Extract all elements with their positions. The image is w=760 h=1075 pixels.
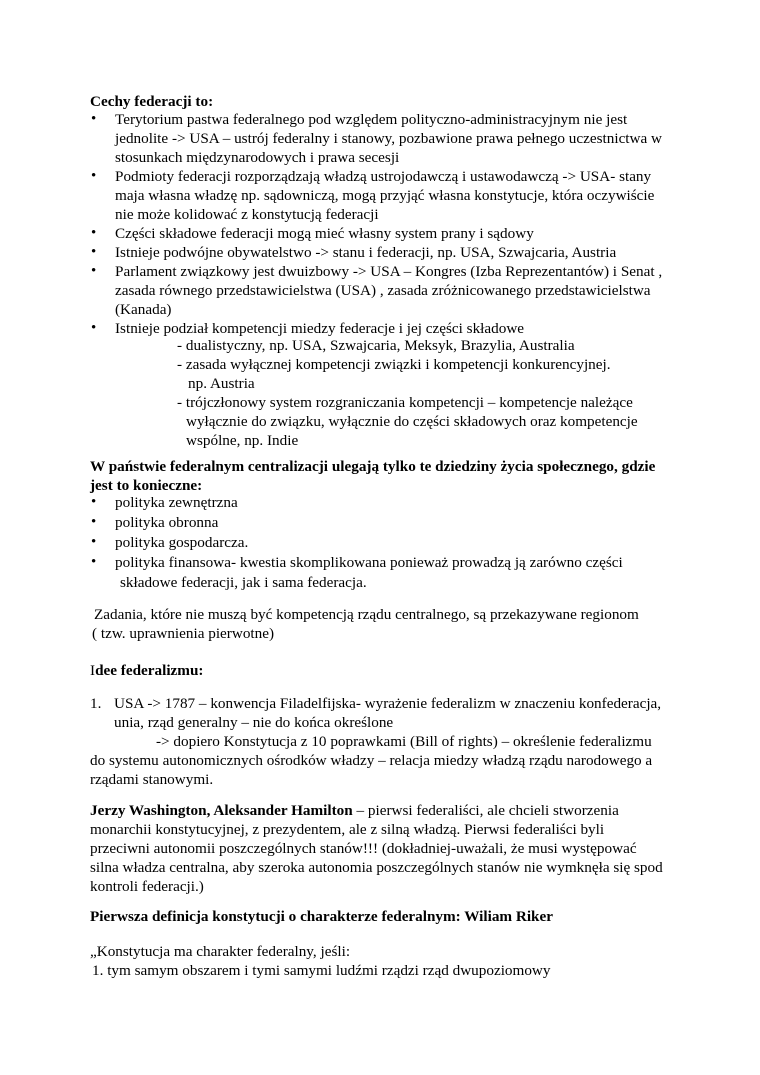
list-item [90, 167, 670, 224]
section-heading-idee [90, 661, 203, 680]
line: polityka gospodarcza. [115, 534, 249, 551]
line [90, 801, 670, 820]
line: Części składowe federacji mogą mieć własny system prany i sądowy [115, 225, 534, 242]
line: Podmioty federacji rozporządzają władzą ustrojodawczą i ustawodawczą -> USA- stany [115, 168, 652, 185]
list-item [90, 553, 670, 593]
sub-item: - trójczłonowy system rozgraniczania kompetencji – kompetencje należące [177, 394, 633, 411]
section-heading-cechy: Cechy federacji to: [90, 93, 214, 110]
line: Istnieje podwójne obywatelstwo -> stanu i federacji, np. USA, Szwajcaria, Austria [115, 244, 617, 261]
list-item [90, 224, 670, 243]
line: do systemu autonomicznych ośrodków władzy – relacja miedzy władzą rządu narodowego a [90, 752, 653, 769]
bullet-icon: • [91, 263, 97, 279]
line: -> dopiero Konstytucja z 10 poprawkami (Bill of rights) – określenie federalizmu [156, 733, 652, 750]
competence-sublist [177, 336, 677, 450]
sub-item-cont: wspólne, np. Indie [186, 432, 299, 449]
riker-quote [90, 942, 670, 980]
line: Zadania, które nie muszą być kompetencją rządu centralnego, są przekazywane regionom [94, 606, 639, 623]
line: rządami stanowymi. [90, 771, 214, 788]
section-heading-riker: Pierwsza definicja konstytucji o charakterze federalnym: Wiliam Riker [90, 908, 553, 925]
line: USA -> 1787 – konwencja Filadelfijska- wyrażenie federalizm w znaczeniu konfederacja, [114, 695, 662, 712]
line: W państwie federalnym centralizacji ulegają tylko te dziedziny życia społecznego, gdzie [90, 458, 656, 475]
list-item [90, 262, 670, 319]
line: Istnieje podział kompetencji miedzy federacje i jej części składowe [115, 320, 525, 337]
zadania-paragraph [94, 605, 674, 643]
bullet-icon: • [91, 111, 97, 127]
idee-numbered-item [90, 694, 670, 789]
line: monarchii konstytucyjnej, z prezydentem, ale z silną władzą. Pierwsi federaliści byli [90, 821, 605, 838]
sub-item-cont: np. Austria [188, 375, 255, 392]
list-item [90, 533, 670, 553]
line: 1. tym samym obszarem i tymi samymi ludźmi rządzi rząd dwupoziomowy [92, 962, 551, 979]
bullet-icon: • [91, 225, 97, 241]
bullet-icon: • [91, 320, 97, 336]
line: maja własna władzę np. sądowniczą, mogą przyjąć własna konstytucje, która oczywiście [115, 187, 655, 204]
line: unia, rząd generalny – nie do końca określone [114, 714, 394, 731]
sub-item: - dualistyczny, np. USA, Szwajcaria, Meksyk, Brazylia, Australia [177, 337, 575, 354]
line: kontroli federacji.) [90, 878, 204, 895]
line: przeciwni autonomii poszczególnych stanów!!! (dokładniej-uważali, że musi występować [90, 840, 637, 857]
bullet-icon: • [91, 534, 97, 550]
line: stosunkach międzynarodowych i prawa secesji [115, 149, 400, 166]
line-rest: – pierwsi federaliści, ale chcieli stworzenia [352, 802, 619, 819]
line: zasada równego przedstawicielstwa (USA) , zasada zróżnicowanego przedstawicielstwa [115, 282, 651, 299]
heading-first-letter: I [90, 662, 96, 679]
bullet-icon: • [91, 494, 97, 510]
line: ( tzw. uprawnienia pierwotne) [92, 625, 275, 642]
heading-rest: dee federalizmu: [95, 662, 204, 679]
line: „Konstytucja ma charakter federalny, jeśli: [90, 943, 351, 960]
sub-item-cont: wyłącznie do związku, wyłącznie do części składowych oraz kompetencje [186, 413, 638, 430]
federalists-paragraph [90, 801, 670, 896]
section-heading-centralizacja [90, 457, 670, 495]
line: Terytorium pastwa federalnego pod względem polityczno-administracyjnym nie jest [115, 111, 628, 128]
line: Parlament związkowy jest dwuizbowy -> USA – Kongres (Izba Reprezentantów) i Senat , [115, 263, 663, 280]
line: jest to konieczne: [90, 477, 203, 494]
list-item [90, 513, 670, 533]
bullet-list-polityka [90, 493, 670, 593]
bullet-icon: • [91, 168, 97, 184]
bullet-icon: • [91, 554, 97, 570]
line: nie może kolidować z konstytucją federacji [115, 206, 379, 223]
list-item [90, 493, 670, 513]
list-item [90, 243, 670, 262]
line: składowe federacji, jak i sama federacja. [120, 574, 367, 591]
bullet-list-cechy [90, 110, 670, 338]
bullet-icon: • [91, 514, 97, 530]
sub-item: - zasada wyłącznej kompetencji związki i kompetencji konkurencyjnej. [177, 356, 611, 373]
list-number: 1. [90, 695, 102, 712]
line: silna władza centralna, aby szeroka autonomia poszczególnych stanów nie wymknęła się spod [90, 859, 663, 876]
line: polityka zewnętrzna [115, 494, 238, 511]
bullet-icon: • [91, 244, 97, 260]
line: polityka finansowa- kwestia skomplikowana ponieważ prowadzą ją zarówno części [115, 554, 623, 571]
line: (Kanada) [115, 301, 172, 318]
line: polityka obronna [115, 514, 219, 531]
federalists-names: Jerzy Washington, Aleksander Hamilton [90, 802, 353, 819]
line: jednolite -> USA – ustrój federalny i stanowy, pozbawione prawa pełnego uczestnictwa w [115, 130, 663, 147]
list-item [90, 110, 670, 167]
